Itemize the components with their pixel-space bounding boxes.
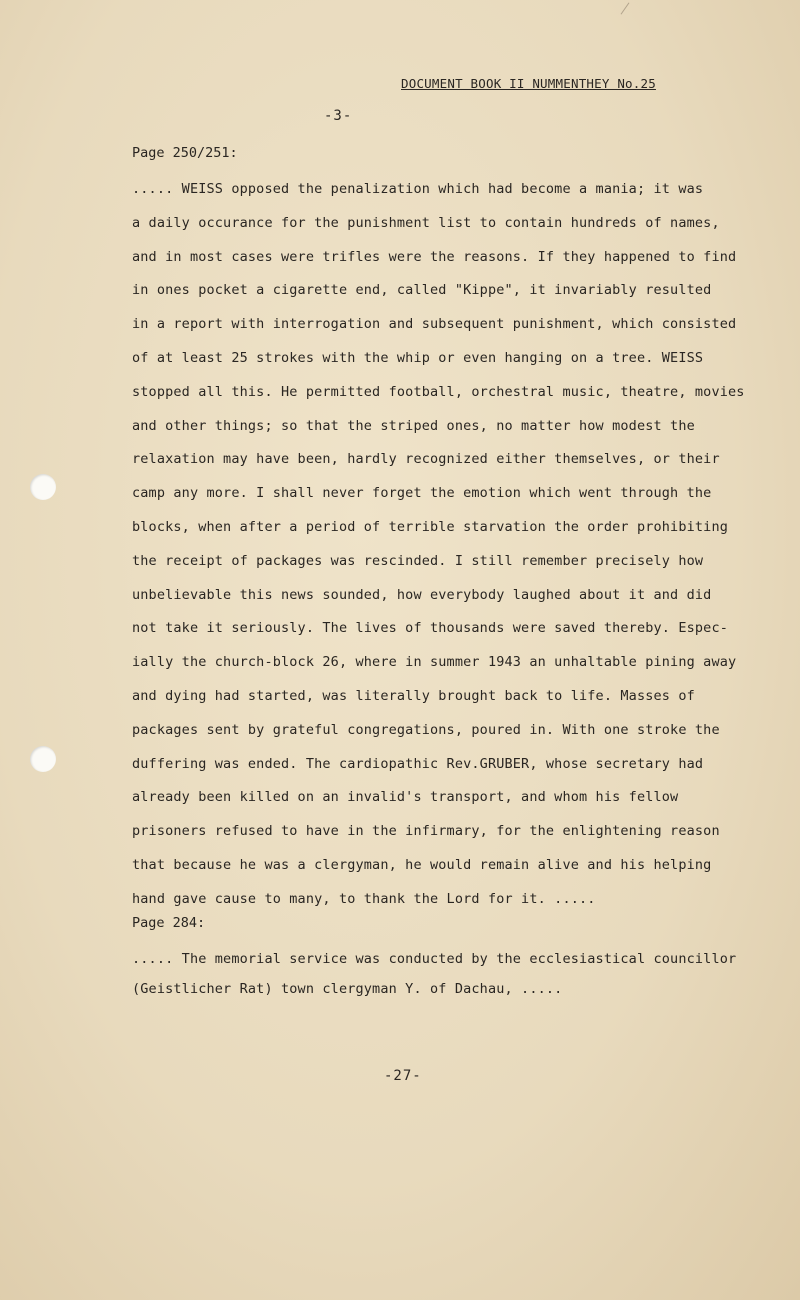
text-line: not take it seriously. The lives of thousands were saved thereby. Espec-: [132, 620, 728, 637]
paragraph-2: [132, 944, 752, 1004]
text-line: ially the church-block 26, where in summer 1943 an unhaltable pining away: [132, 654, 737, 671]
paragraph-1: [132, 173, 752, 917]
text-line: in ones pocket a cigarette end, called "Kippe", it invariably resulted: [132, 282, 712, 299]
page-reference-1: Page 250/251:: [132, 145, 238, 161]
text-line: ..... The memorial service was conducted by the ecclesiastical councillor: [132, 951, 737, 967]
text-line: ..... WEISS opposed the penalization which had become a mania; it was: [132, 181, 704, 197]
page-number-bottom: -27-: [384, 1068, 422, 1084]
text-line: stopped all this. He permitted football, orchestral music, theatre, movies: [132, 383, 745, 400]
document-header: DOCUMENT BOOK II NUMMENTHEY No.25: [401, 76, 656, 91]
text-line: that because he was a clergyman, he would remain alive and his helping: [132, 856, 712, 873]
text-line: and in most cases were trifles were the reasons. If they happened to find: [132, 248, 737, 265]
text-line: and other things; so that the striped ones, no matter how modest the: [132, 417, 695, 434]
text-line: unbelievable this news sounded, how everybody laughed about it and did: [132, 586, 712, 603]
page-reference-2: Page 284:: [132, 915, 206, 931]
pencil-mark: [621, 2, 630, 14]
punch-hole-bottom: [30, 746, 56, 772]
text-line: relaxation may have been, hardly recognized either themselves, or their: [132, 451, 720, 468]
punch-hole-top: [30, 474, 56, 500]
text-line: prisoners refused to have in the infirmary, for the enlightening reason: [132, 823, 720, 840]
text-line: duffering was ended. The cardiopathic Rev.GRUBER, whose secretary had: [132, 755, 704, 772]
text-line: a daily occurance for the punishment list to contain hundreds of names,: [132, 214, 720, 231]
text-line: in a report with interrogation and subsequent punishment, which consisted: [132, 316, 737, 333]
text-line: hand gave cause to many, to thank the Lord for it. .....: [132, 890, 596, 907]
text-line: of at least 25 strokes with the whip or even hanging on a tree. WEISS: [132, 349, 704, 366]
text-line: packages sent by grateful congregations, poured in. With one stroke the: [132, 721, 720, 738]
text-line: and dying had started, was literally brought back to life. Masses of: [132, 687, 695, 704]
text-line: blocks, when after a period of terrible starvation the order prohibiting: [132, 518, 728, 535]
page-number-top: -3-: [324, 108, 353, 124]
text-line: already been killed on an invalid's transport, and whom his fellow: [132, 789, 679, 806]
text-line: camp any more. I shall never forget the emotion which went through the: [132, 485, 712, 502]
text-line: the receipt of packages was rescinded. I still remember precisely how: [132, 552, 704, 569]
text-line: (Geistlicher Rat) town clergyman Y. of Dachau, .....: [132, 981, 563, 997]
